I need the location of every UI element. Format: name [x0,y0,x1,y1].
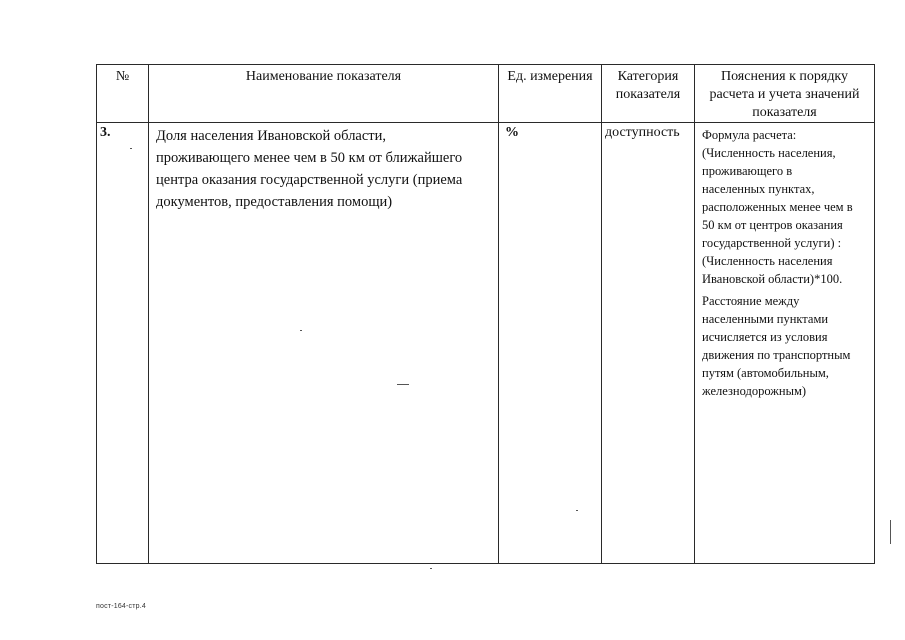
header-explanation-line: расчета и учета значений [709,87,860,102]
scan-speck [576,510,578,511]
indicator-category: доступность [602,123,695,564]
distance-note-line: Расстояние между [702,294,800,308]
scan-speck [300,330,302,331]
table-header-row [97,65,875,123]
formula-line: населенных пунктах, [702,182,815,196]
scan-speck [130,148,132,149]
formula-line: расположенных менее чем в [702,200,853,214]
calculation-explanation [695,123,875,564]
unit-of-measure: % [499,123,602,564]
formula-line: государственной услуги) : [702,236,842,250]
header-category-line: Категория [617,69,679,84]
header-explanation-line: показателя [752,105,817,120]
distance-note-line: исчисляется из условия [702,330,828,344]
distance-note-line: населенными пунктами [702,312,829,326]
formula-line: (Численность населения, [702,146,836,160]
scan-speck [430,568,432,569]
footer-file-mark: пост-164-стр.4 [96,603,146,610]
indicator-name-line: центра оказания государственной услуги (приема [156,172,463,188]
indicator-name-line: документов, предоставления помощи) [156,194,393,210]
indicator-name [149,123,499,564]
header-category-line: показателя [615,87,681,102]
row-number: 3. [97,123,149,564]
table-row [97,123,875,564]
header-unit: Ед. измерения [499,65,602,123]
header-explanation-line: Пояснения к порядку [720,69,849,84]
header-name: Наименование показателя [149,65,499,123]
scan-speck [890,520,891,544]
formula-line: Формула расчета: [702,128,797,142]
formula-line: Ивановской области)*100. [702,272,843,286]
formula-line: (Численность населения [702,254,833,268]
distance-note-line: путям (автомобильным, [702,366,829,380]
formula-line: 50 км от центров оказания [702,218,843,232]
header-category [602,65,695,123]
indicator-name-line: Доля населения Ивановской области, [156,128,387,144]
indicators-table [96,64,875,564]
formula-line: проживающего в [702,164,793,178]
distance-note-line: железнодорожным) [702,384,807,398]
header-num: № [97,65,149,123]
distance-note-line: движения по транспортным [702,348,851,362]
scan-speck [397,384,409,385]
header-explanation [695,65,875,123]
indicator-name-line: проживающего менее чем в 50 км от ближайшего [156,150,463,166]
